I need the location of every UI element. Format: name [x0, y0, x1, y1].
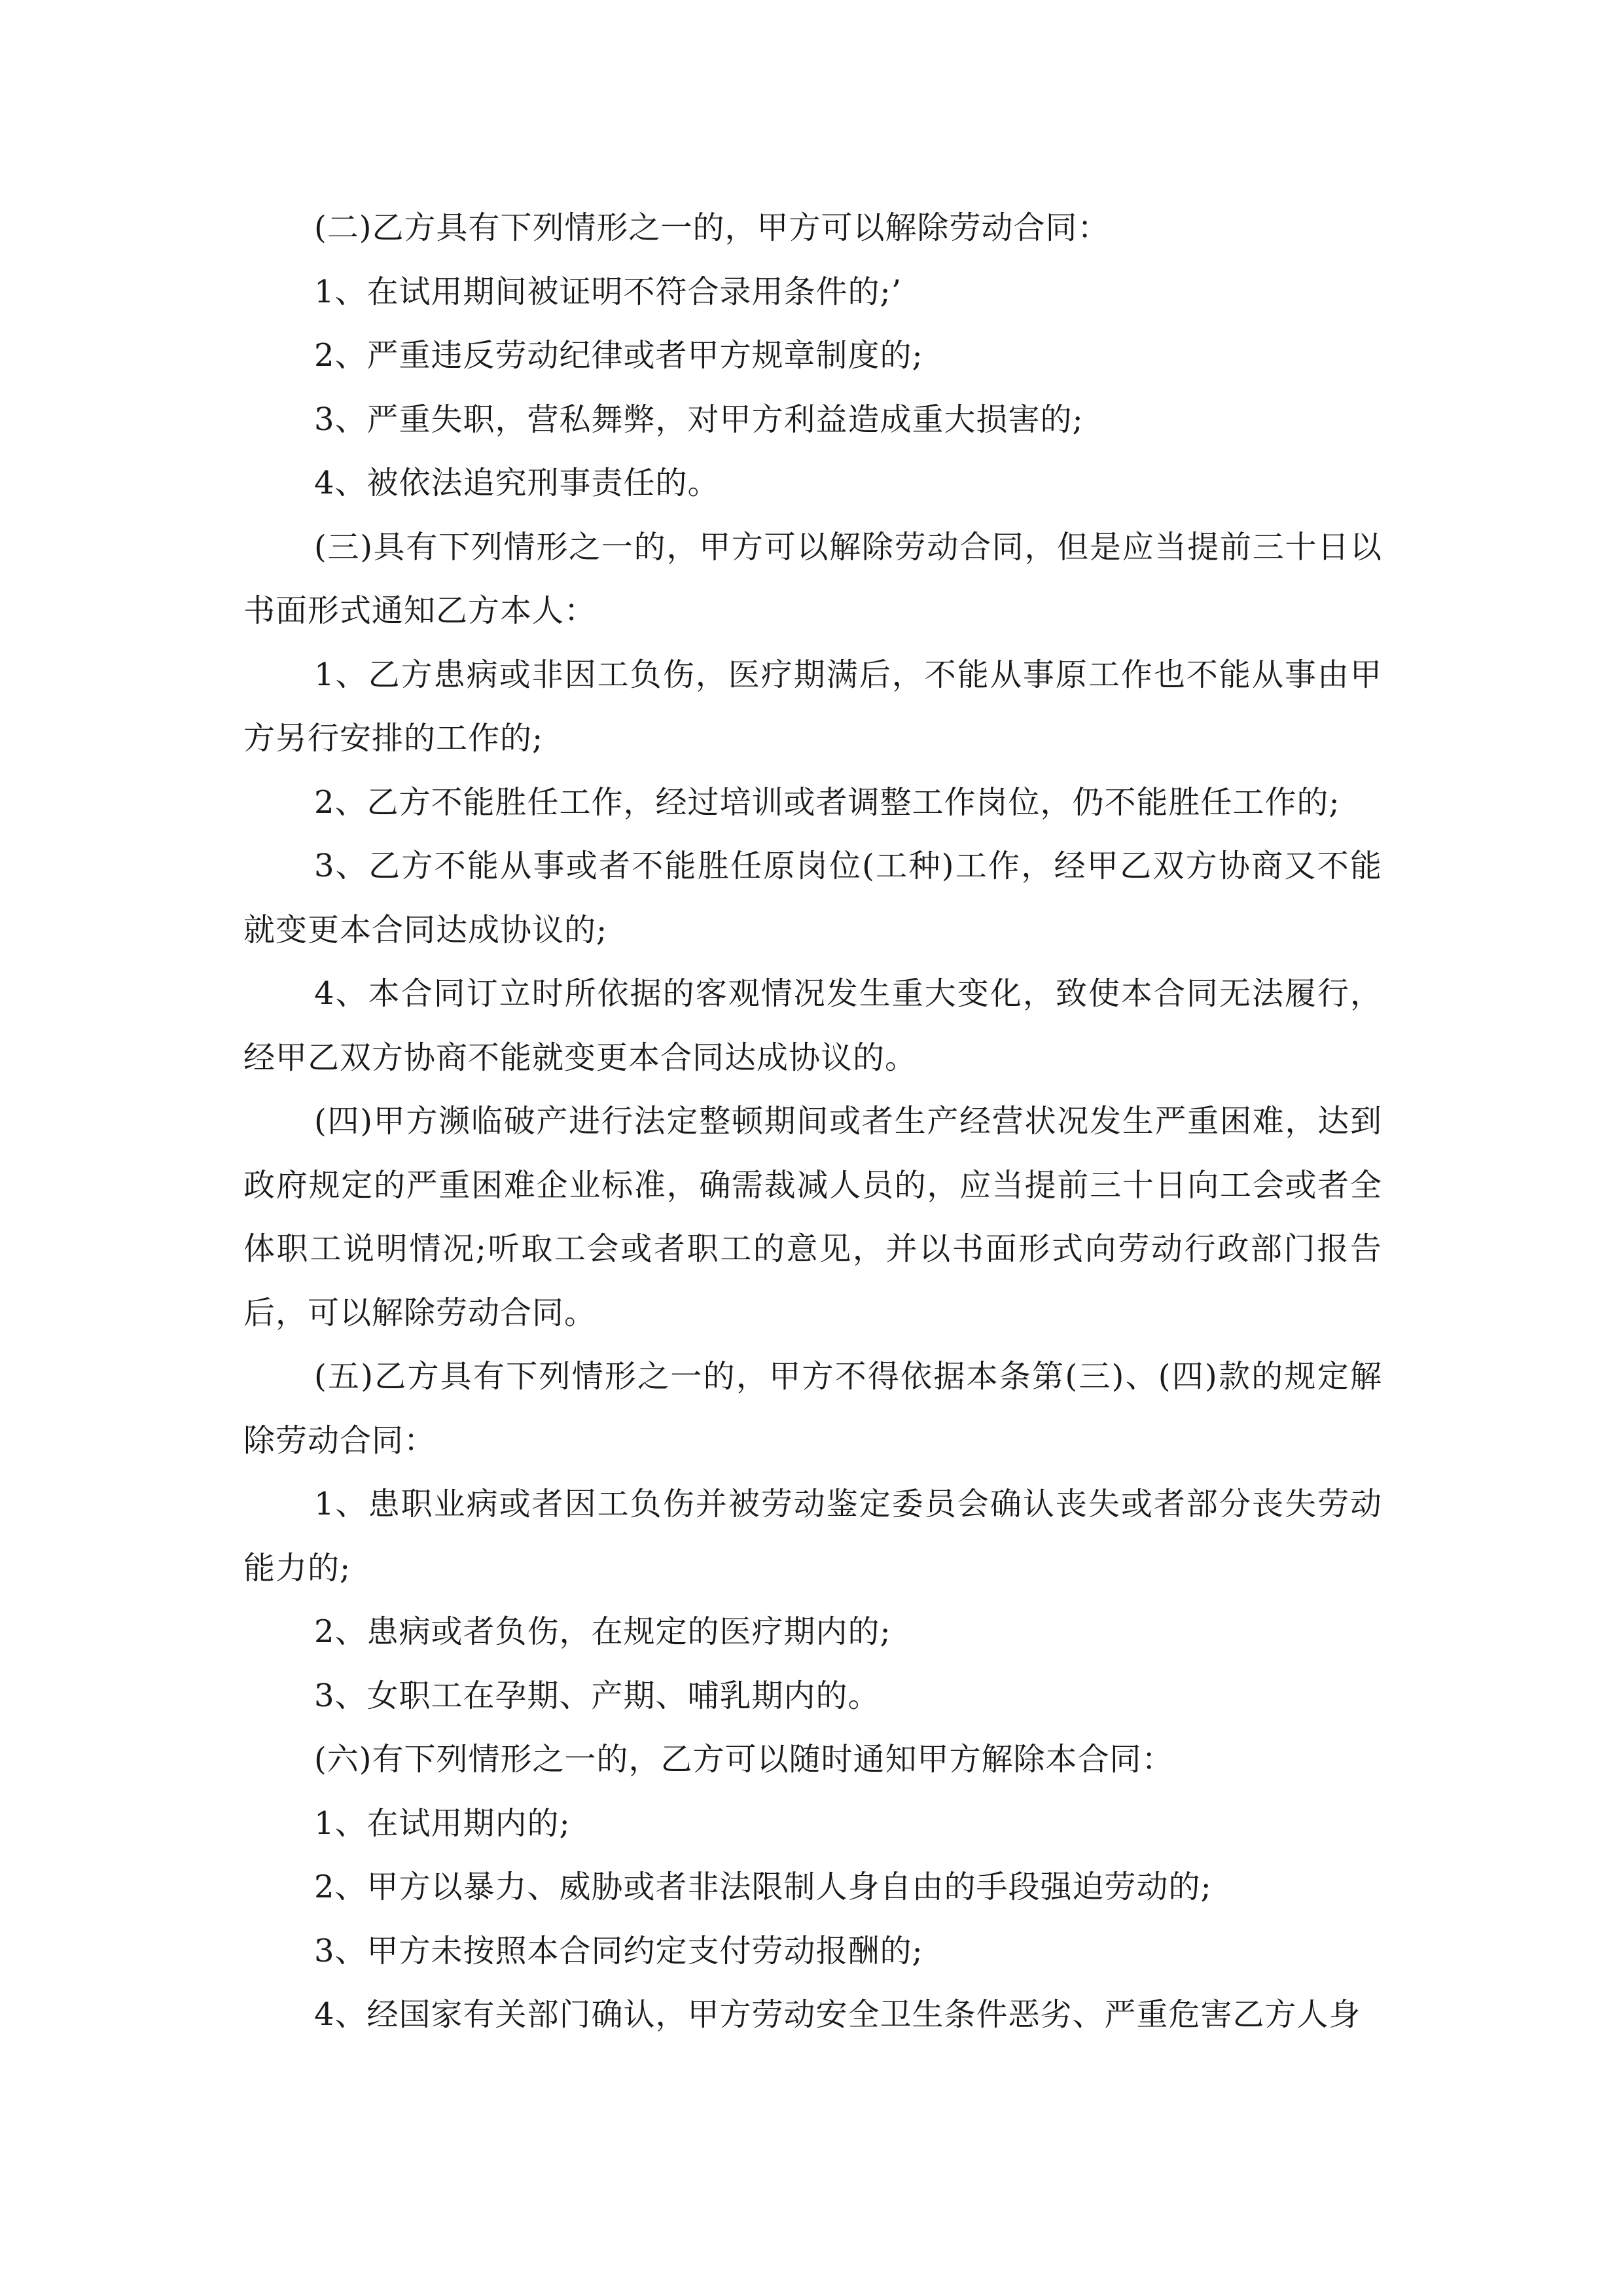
paragraph: 4、经国家有关部门确认，甲方劳动安全卫生条件恶劣、严重危害乙方人身 [314, 1996, 1361, 2033]
paragraph: (五)乙方具有下列情形之一的，甲方不得依据本条第(三)、(四)款的规定解除劳动合同： [243, 1358, 1382, 1459]
paragraph: 3、严重失职，营私舞弊，对甲方利益造成重大损害的; [314, 401, 1084, 438]
paragraph: 2、患病或者负伤，在规定的医疗期内的; [314, 1613, 891, 1650]
paragraph: 4、本合同订立时所依据的客观情况发生重大变化，致使本合同无法履行，经甲乙双方协商不能就变更本合同达成协议的。 [243, 975, 1382, 1076]
paragraph: 3、乙方不能从事或者不能胜任原岗位(工种)工作，经甲乙双方协商又不能就变更本合同达成协议的; [243, 848, 1382, 948]
paragraph: 2、乙方不能胜任工作，经过培训或者调整工作岗位，仍不能胜任工作的; [314, 783, 1340, 821]
document-body [243, 196, 1382, 2047]
paragraph: 4、被依法追究刑事责任的。 [314, 465, 720, 501]
paragraph: (三)具有下列情形之一的，甲方可以解除劳动合同，但是应当提前三十日以书面形式通知乙方本人： [243, 528, 1382, 629]
paragraph: 1、在试用期间被证明不符合录用条件的;’ [314, 273, 902, 310]
paragraph: 1、乙方患病或非因工负伤，医疗期满后，不能从事原工作也不能从事由甲方另行安排的工作的; [243, 656, 1382, 757]
paragraph: (二)乙方具有下列情形之一的，甲方可以解除劳动合同： [314, 209, 1110, 246]
paragraph: 3、甲方未按照本合同约定支付劳动报酬的; [314, 1932, 923, 1969]
paragraph: 1、在试用期内的; [314, 1804, 571, 1842]
paragraph: 2、甲方以暴力、威胁或者非法限制人身自由的手段强迫劳动的; [314, 1869, 1212, 1905]
paragraph: (四)甲方濒临破产进行法定整顿期间或者生产经营状况发生严重困难，达到政府规定的严重困难企业标准，确需裁减人员的，应当提前三十日向工会或者全体职工说明情况;听取工会或者职工的意见，并以书面形式向劳动行政部门报告后，可以解除劳动合同。 [243, 1103, 1382, 1331]
paragraph: 2、严重违反劳动纪律或者甲方规章制度的; [314, 337, 923, 374]
paragraph: 3、女职工在孕期、产期、哺乳期内的。 [314, 1677, 880, 1714]
paragraph: (六)有下列情形之一的，乙方可以随时通知甲方解除本合同： [314, 1741, 1174, 1778]
paragraph: 1、患职业病或者因工负伤并被劳动鉴定委员会确认丧失或者部分丧失劳动能力的; [243, 1486, 1382, 1587]
